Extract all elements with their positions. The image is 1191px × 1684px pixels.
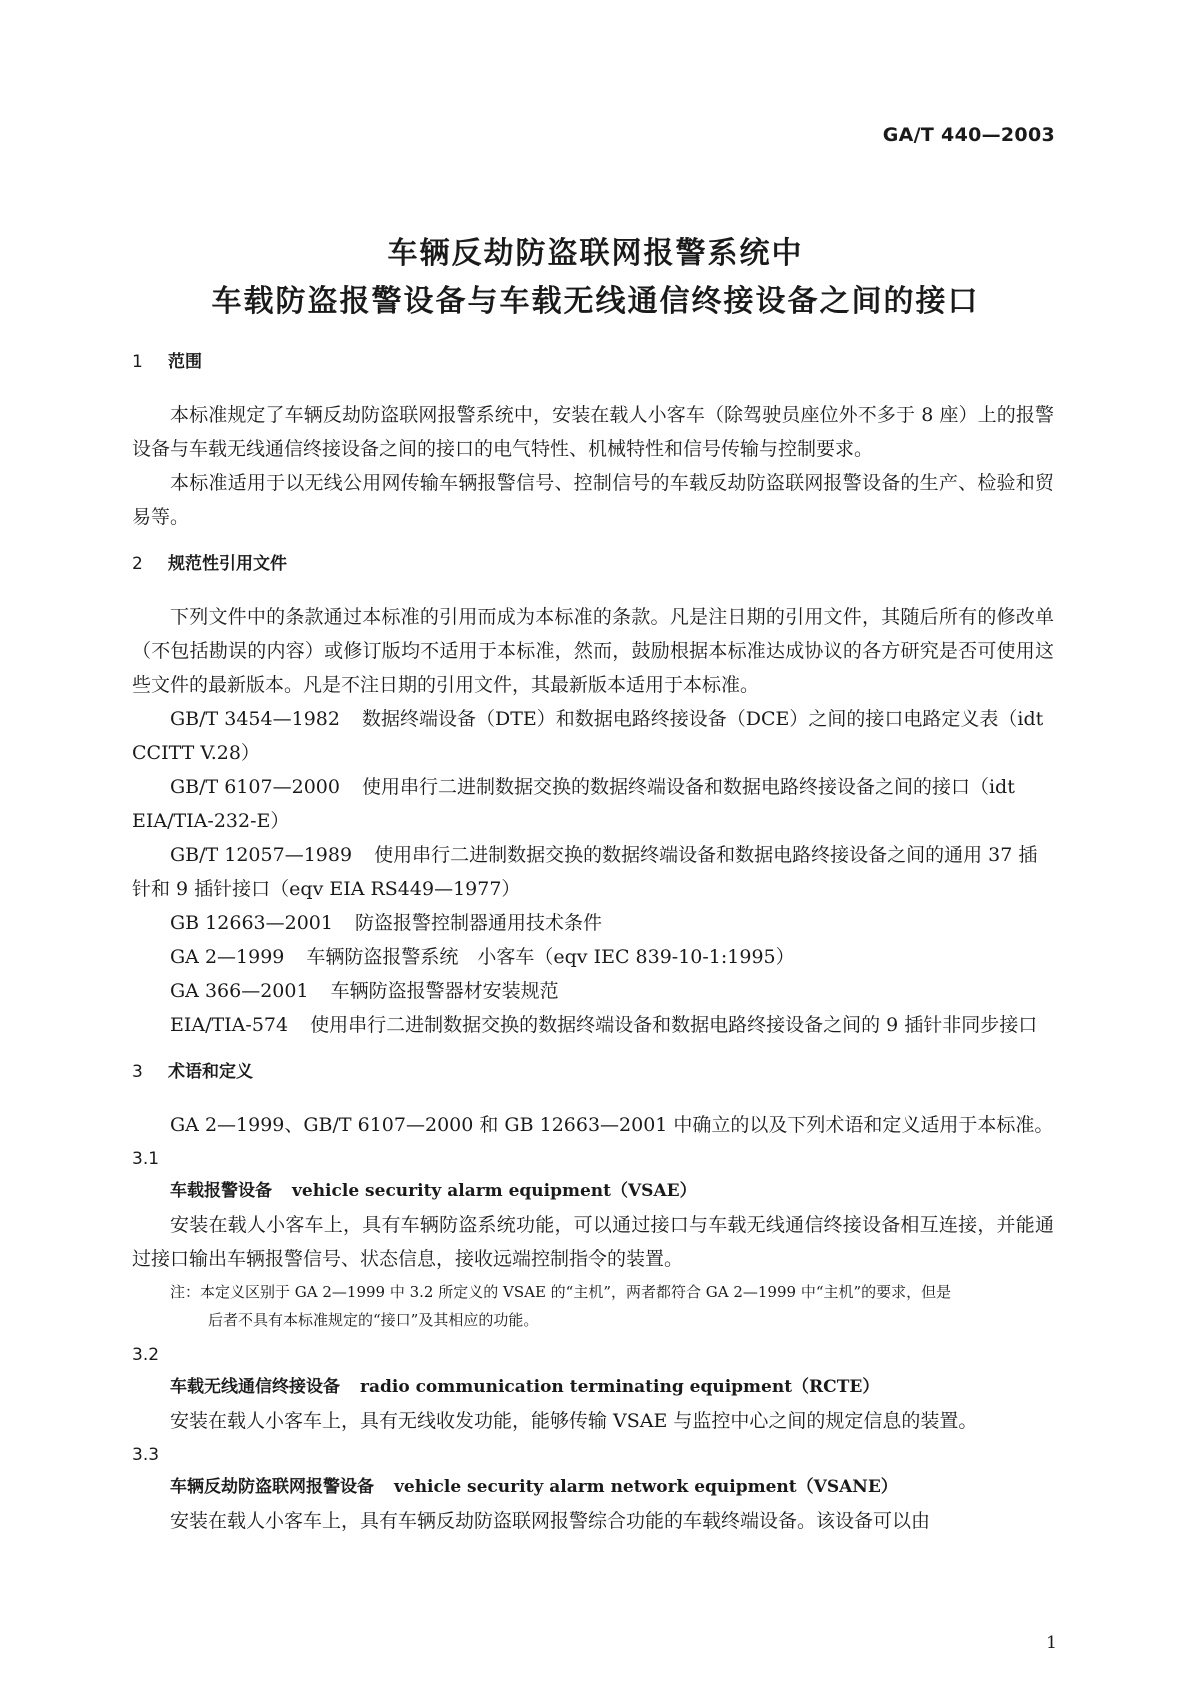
section-number: 2 [132,554,143,574]
reference-title: 防盗报警控制器通用技术条件 [354,912,602,934]
term-english: radio communication terminating equipment（RCTE） [360,1377,880,1397]
term-definition: 安装在载人小客车上，具有车辆防盗系统功能，可以通过接口与车载无线通信终接设备相互连接，并能通过接口输出车辆报警信号、状态信息，接收远端控制指令的装置。 [132,1214,1054,1270]
term-english: vehicle security alarm equipment（VSAE） [292,1181,697,1201]
reference-title: 使用串行二进制数据交换的数据终端设备和数据电路终接设备之间的通用 37 插针和 9 插针接口（eqv EIA RS449—1977） [132,844,1038,900]
reference-item [132,940,1054,974]
section-number: 3 [132,1062,143,1082]
term-heading [132,1470,1054,1504]
document-body [132,350,1054,1538]
paragraph: GA 2—1999、GB/T 6107—2000 和 GB 12663—2001 中确立的以及下列术语和定义适用于本标准。 [170,1114,1054,1136]
section-title: 范围 [168,352,202,372]
reference-code: GA 366—2001 [170,980,309,1002]
note [170,1278,1054,1334]
reference-title: 车辆防盗报警系统 小客车（eqv IEC 839-10-1:1995） [306,946,795,968]
section-heading-scope [132,350,1054,374]
term-heading [132,1370,1054,1404]
reference-code: GA 2—1999 [170,946,285,968]
reference-item [132,838,1054,906]
section-heading-terms [132,1060,1054,1084]
note-line: 后者不具有本标准规定的“接口”及其相应的功能。 [208,1311,539,1329]
paragraph: 下列文件中的条款通过本标准的引用而成为本标准的条款。凡是注日期的引用文件，其随后所有的修改单（不包括勘误的内容）或修订版均不适用于本标准，然而，鼓励根据本标准达成协议的各方研究是否可使用这些文件的最新版本。凡是不注日期的引用文件，其最新版本适用于本标准。 [132,606,1054,696]
reference-title: 使用串行二进制数据交换的数据终端设备和数据电路终接设备之间的接口（idt EIA/TIA-232-E） [132,776,1015,832]
paragraph: 本标准规定了车辆反劫防盗联网报警系统中，安装在载人小客车（除驾驶员座位外不多于 8 座）上的报警设备与车载无线通信终接设备之间的接口的电气特性、机械特性和信号传输与控制要求。 [132,404,1054,460]
reference-code: GB/T 6107—2000 [170,776,340,798]
term-number: 3.1 [132,1149,160,1169]
reference-title: 车辆防盗报警器材安装规范 [330,980,559,1002]
reference-title: 数据终端设备（DTE）和数据电路终接设备（DCE）之间的接口电路定义表（idt CCITT V.28） [132,708,1044,764]
term-english: vehicle security alarm network equipment（VSANE） [394,1477,898,1497]
term-chinese: 车载无线通信终接设备 [170,1377,340,1397]
term-chinese: 车辆反劫防盗联网报警设备 [170,1477,374,1497]
term-definition: 安装在载人小客车上，具有车辆反劫防盗联网报警综合功能的车载终端设备。该设备可以由 [170,1510,931,1532]
reference-item [132,702,1054,770]
document-title-line-2: 车载防盗报警设备与车载无线通信终接设备之间的接口 [211,284,980,319]
reference-item [132,770,1054,838]
reference-code: EIA/TIA-574 [170,1014,289,1036]
reference-item [132,1008,1054,1042]
note-line: 注：本定义区别于 GA 2—1999 中 3.2 所定义的 VSAE 的“主机”，两者都符合 GA 2—1999 中“主机”的要求，但是 [170,1283,952,1301]
section-number: 1 [132,352,143,372]
term-number: 3.3 [132,1445,160,1465]
term-definition: 安装在载人小客车上，具有无线收发功能，能够传输 VSAE 与监控中心之间的规定信息的装置。 [170,1410,978,1432]
section-title: 规范性引用文件 [168,554,287,574]
term-chinese: 车载报警设备 [170,1181,272,1201]
page-number: 1 [1046,1633,1057,1653]
term-number: 3.2 [132,1345,160,1365]
section-heading-references [132,552,1054,576]
term-heading [132,1174,1054,1208]
paragraph: 本标准适用于以无线公用网传输车辆报警信号、控制信号的车载反劫防盗联网报警设备的生产、检验和贸易等。 [132,472,1054,528]
reference-code: GB 12663—2001 [170,912,333,934]
section-title: 术语和定义 [168,1062,253,1082]
reference-item [132,974,1054,1008]
reference-code: GB/T 12057—1989 [170,844,353,866]
reference-title: 使用串行二进制数据交换的数据终端设备和数据电路终接设备之间的 9 插针非同步接口 [310,1014,1038,1036]
reference-code: GB/T 3454—1982 [170,708,340,730]
document-title-line-1: 车辆反劫防盗联网报警系统中 [387,236,804,271]
standard-code: GA/T 440—2003 [882,124,1055,146]
reference-item [132,906,1054,940]
